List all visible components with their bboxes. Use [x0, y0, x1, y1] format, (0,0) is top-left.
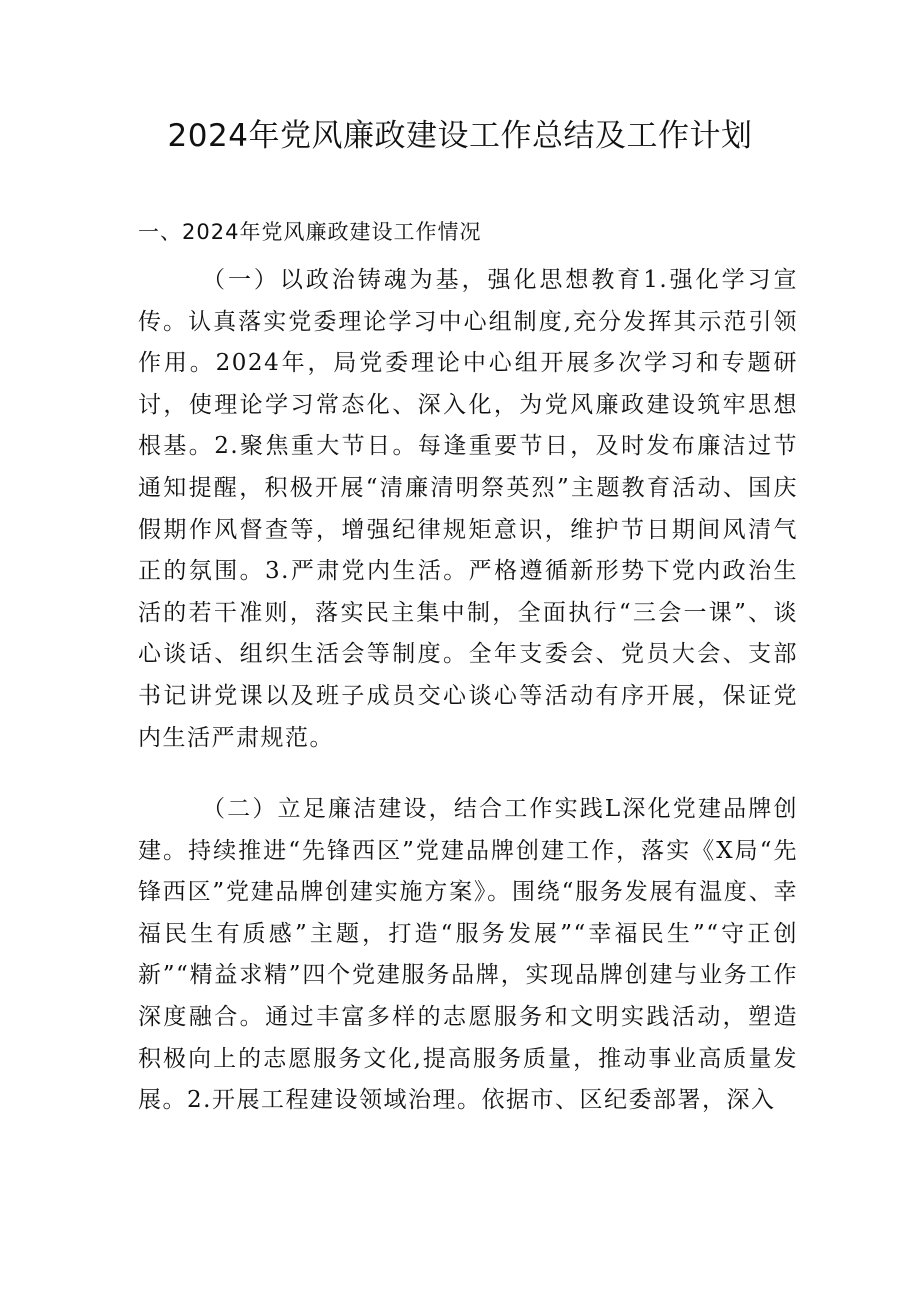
paragraph-1: （一）以政治铸魂为基，强化思想教育1.强化学习宣传。认真落实党委理论学习中心组制度,充分发挥其示范引领作用。2024年，局党委理论中心组开展多次学习和专题研讨，使理论学习常态化、深入化，为党风廉政建设筑牢思想根基。2.聚焦重大节日。每逢重要节日，及时发布廉洁过节通知提醒，积极开展“清廉清明祭英烈”主题教育活动、国庆假期作风督查等，增强纪律规矩意识，维护节日期间风清气正的氛围。3.严肃党内生活。严格遵循新形势下党内政治生活的若干准则，落实民主集中制，全面执行“三会一课”、谈心谈话、组织生活会等制度。全年支委会、党员大会、支部书记讲党课以及班子成员交心谈心等活动有序开展，保证党内生活严肃规范。	[138, 267, 798, 751]
section-heading: 一、2024年党风廉政建设工作情况	[138, 220, 482, 244]
document-title: 2024年党风廉政建设工作总结及工作计划	[167, 118, 753, 154]
paragraph-2: （二）立足廉洁建设，结合工作实践L深化党建品牌创建。持续推进“先锋西区”党建品牌创建工作，落实《X局“先锋西区”党建品牌创建实施方案》。围绕“服务发展有温度、幸福民生有质感”主题，打造“服务发展”“幸福民生”“守正创新”“精益求精”四个党建服务品牌，实现品牌创建与业务工作深度融合。通过丰富多样的志愿服务和文明实践活动，塑造积极向上的志愿服务文化,提高服务质量，推动事业高质量发展。2.开展工程建设领域治理。依据市、区纪委部署，深入	[138, 796, 798, 1114]
